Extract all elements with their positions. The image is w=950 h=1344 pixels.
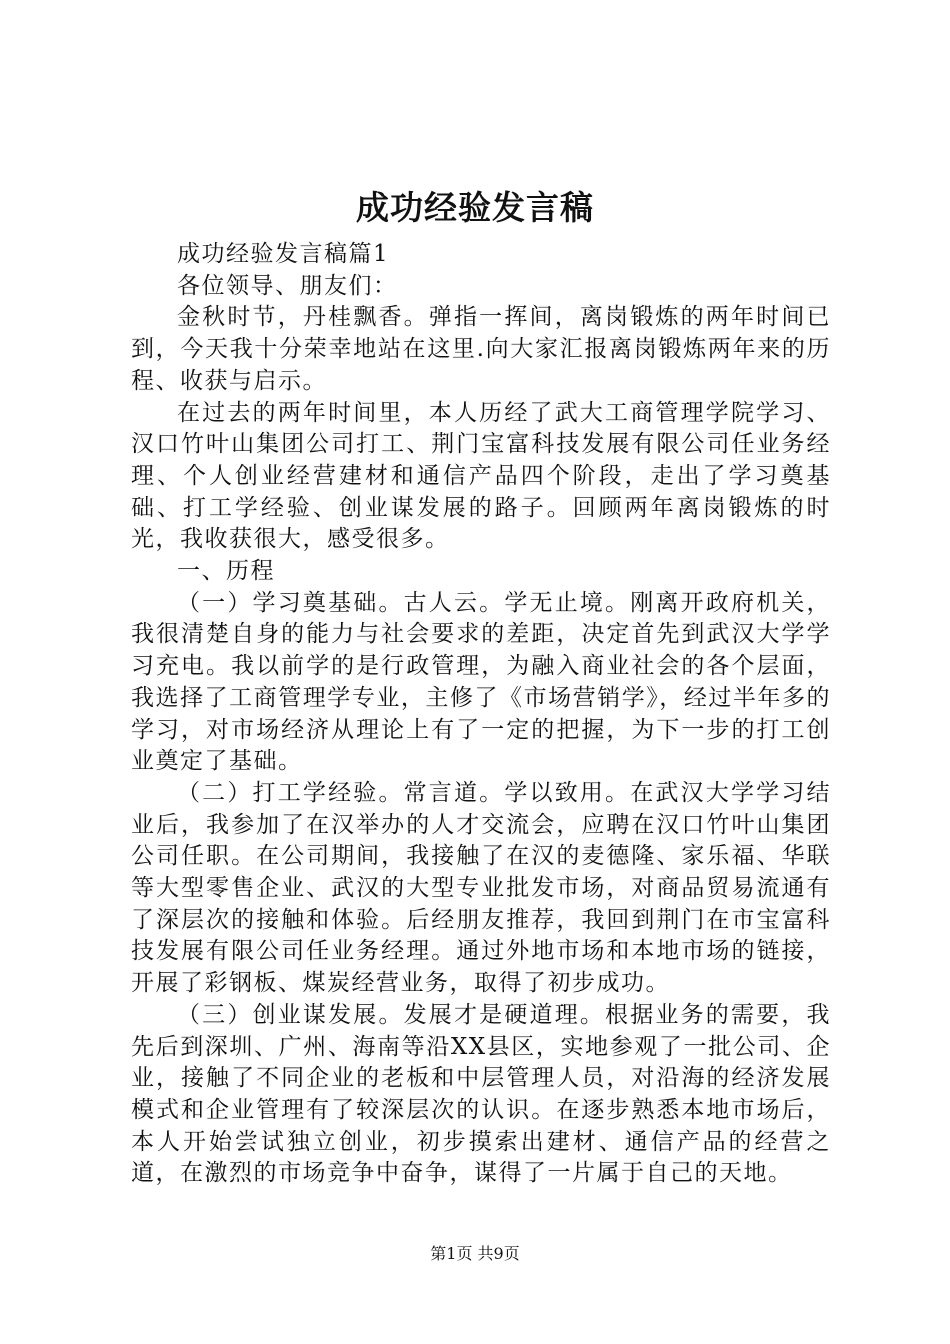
- section-heading: 成功经验发言稿篇1: [177, 241, 390, 267]
- paragraph: （一）学习奠基础。古人云。学无止境。刚离开政府机关，我很清楚自身的能力与社会要求的差距，决定首先到武汉大学学习充电。我以前学的是行政管理，为融入商业社会的各个层面，我选择了工商管理学专业，主修了《市场营销学》，经过半年多的学习，对市场经济从理论上有了一定的把握，为下一步的打工创业奠定了基础。: [131, 589, 831, 775]
- paragraph: 金秋时节，丹桂飘香。弹指一挥间，离岗锻炼的两年时间已到，今天我十分荣幸地站在这里.向大家汇报离岗锻炼两年来的历程、收获与启示。: [131, 304, 831, 394]
- paragraph: （二）打工学经验。常言道。学以致用。在武汉大学学习结业后，我参加了在汉举办的人才交流会，应聘在汉口竹叶山集团公司任职。在公司期间，我接触了在汉的麦德隆、家乐福、华联等大型零售企业、武汉的大型专业批发市场，对商品贸易流通有了深层次的接触和体验。后经朋友推荐，我回到荆门在市宝富科技发展有限公司任业务经理。通过外地市场和本地市场的链接，开展了彩钢板、煤炭经营业务，取得了初步成功。: [131, 779, 831, 997]
- salutation: 各位领导、朋友们：: [177, 272, 398, 299]
- paragraph: 在过去的两年时间里，本人历经了武大工商管理学院学习、汉口竹叶山集团公司打工、荆门宝富科技发展有限公司任业务经理、个人创业经营建材和通信产品四个阶段，走出了学习奠基础、打工学经验、创业谋发展的路子。回顾两年离岗锻炼的时光，我收获很大，感受很多。: [131, 399, 831, 553]
- page-footer: 第1页 共9页: [430, 1244, 520, 1263]
- paragraph: （三）创业谋发展。发展才是硬道理。根据业务的需要，我先后到深圳、广州、海南等沿XX县区，实地参观了一批公司、企业，接触了不同企业的老板和中层管理人员，对沿海的经济发展模式和企业管理有了较深层次的认识。在逐步熟悉本地市场后，本人开始尝试独立创业，初步摸索出建材、通信产品的经营之道，在激烈的市场竞争中奋争，谋得了一片属于自己的天地。: [131, 1001, 831, 1187]
- document-title: 成功经验发言稿: [356, 188, 594, 227]
- subheading: 一、历程: [177, 558, 275, 585]
- document-body: [131, 239, 831, 1190]
